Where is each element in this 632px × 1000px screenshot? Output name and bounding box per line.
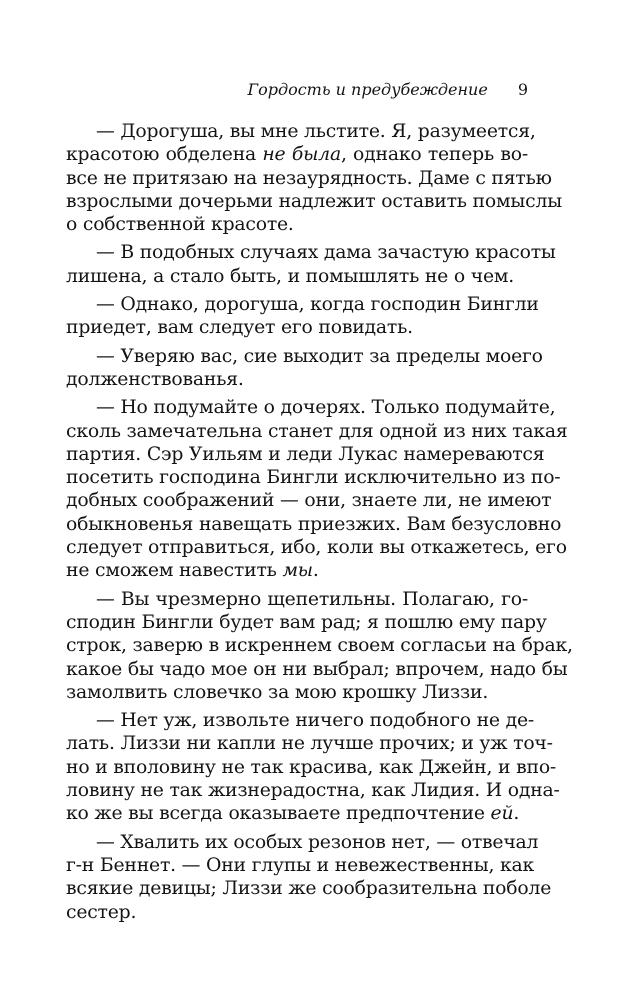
text-run: лишена, а стало быть, и помышлять не о чем. xyxy=(66,265,515,287)
text-run: лать. Лиззи ни капли не лучше прочих; и уж точ- xyxy=(66,733,553,755)
text-line xyxy=(66,681,528,704)
text-line xyxy=(66,443,545,466)
text-line xyxy=(66,588,528,611)
text-line xyxy=(66,513,562,536)
text-line xyxy=(66,559,528,582)
text-line xyxy=(66,241,556,264)
text-run: обыкновенья навещать приезжих. Вам безусловно xyxy=(66,513,562,535)
text-run: — Нет уж, извольте ничего подобного не де- xyxy=(96,710,535,732)
paragraph xyxy=(66,241,556,288)
text-line xyxy=(66,779,560,802)
text-line xyxy=(66,709,535,732)
italic-text: ей xyxy=(490,803,514,825)
text-line xyxy=(66,877,552,900)
text-run: красотою обделена xyxy=(66,144,263,166)
text-run: приедет, вам следует его повидать. xyxy=(66,317,413,339)
text-run: взрослыми дочерьми надлежит оставить помыслы xyxy=(66,190,562,212)
paragraph xyxy=(66,588,573,704)
text-run: все не притязаю на незаурядность. Даме с пятью xyxy=(66,167,552,189)
paragraph xyxy=(66,709,560,825)
text-line xyxy=(66,634,573,657)
text-run: ловину не так жизнерадостна, как Лидия. И одна- xyxy=(66,780,560,802)
text-run: , однако теперь во- xyxy=(340,144,528,166)
page-number: 9 xyxy=(517,80,528,99)
running-header xyxy=(0,80,528,99)
text-run: замолвить словечко за мою крошку Лиззи. xyxy=(66,681,489,703)
text-run: следует отправиться, ибо, коли вы откажетесь, его xyxy=(66,537,567,559)
text-run: но и вполовину не так красива, как Джейн, и впо- xyxy=(66,756,557,778)
text-run: сколь замечательна станет для одной из них такая xyxy=(66,420,568,442)
text-run: не сможем навестить xyxy=(66,560,283,582)
text-line xyxy=(66,489,552,512)
text-run: о собственной красоте. xyxy=(66,214,294,236)
text-line xyxy=(66,756,557,779)
italic-text: не была xyxy=(262,144,341,166)
body-text xyxy=(66,120,573,924)
text-run: партия. Сэр Уильям и леди Лукас намереваются xyxy=(66,443,545,465)
italic-text: мы xyxy=(282,560,313,582)
paragraph xyxy=(66,396,568,582)
text-run: долженствованья. xyxy=(66,368,244,390)
text-run: — Хвалить их особых резонов нет, — отвечал xyxy=(96,831,539,853)
paragraph xyxy=(66,120,562,236)
text-run: — Но подумайте о дочерях. Только подумайте, xyxy=(96,397,556,419)
text-line xyxy=(66,190,562,213)
text-line xyxy=(66,802,528,825)
text-run: — В подобных случаях дама зачастую красоты xyxy=(96,242,556,264)
text-run: г-н Беннет. — Они глупы и невежественны, как xyxy=(66,854,535,876)
text-line xyxy=(66,611,547,634)
text-line xyxy=(66,854,535,877)
text-line xyxy=(66,901,528,924)
text-run: ко же вы всегда оказываете предпочтение xyxy=(66,803,491,825)
book-title: Гордость и предубеждение xyxy=(247,80,488,99)
paragraph xyxy=(66,293,539,340)
text-line xyxy=(66,658,568,681)
text-line xyxy=(66,732,553,755)
text-run: всякие девицы; Лиззи же сообразительна поболе xyxy=(66,878,552,900)
text-run: сестер. xyxy=(66,901,137,923)
text-line xyxy=(66,167,552,190)
text-line xyxy=(66,466,561,489)
text-run: какое бы чадо мое он ни выбрал; впрочем, надо бы xyxy=(66,658,568,680)
text-run: строк, заверю в искреннем своем согласьи на брак, xyxy=(66,635,573,657)
text-run: — Уверяю вас, сие выходит за пределы моего xyxy=(96,345,543,367)
text-run: — Вы чрезмерно щепетильны. Полагаю, го- xyxy=(96,588,528,610)
text-line xyxy=(66,316,528,339)
text-run: — Однако, дорогуша, когда господин Бингли xyxy=(96,294,539,316)
paragraph xyxy=(66,345,543,392)
text-line xyxy=(66,345,543,368)
text-run: . xyxy=(513,803,520,825)
text-line xyxy=(66,396,556,419)
text-run: посетить господина Бингли исключительно из по- xyxy=(66,467,561,489)
text-run: сподин Бингли будет вам рад; я пошлю ему пару xyxy=(66,611,547,633)
text-line xyxy=(66,831,539,854)
text-line xyxy=(66,143,528,166)
text-run: . xyxy=(312,560,319,582)
text-line xyxy=(66,368,528,391)
paragraph xyxy=(66,831,552,924)
text-run: добных соображений — они, знаете ли, не имеют xyxy=(66,490,552,512)
text-line xyxy=(66,120,536,143)
text-line xyxy=(66,293,539,316)
text-line xyxy=(66,265,528,288)
text-line xyxy=(66,536,567,559)
text-line xyxy=(66,420,568,443)
text-line xyxy=(66,213,528,236)
text-run: — Дорогуша, вы мне льстите. Я, разумеется, xyxy=(96,121,536,142)
